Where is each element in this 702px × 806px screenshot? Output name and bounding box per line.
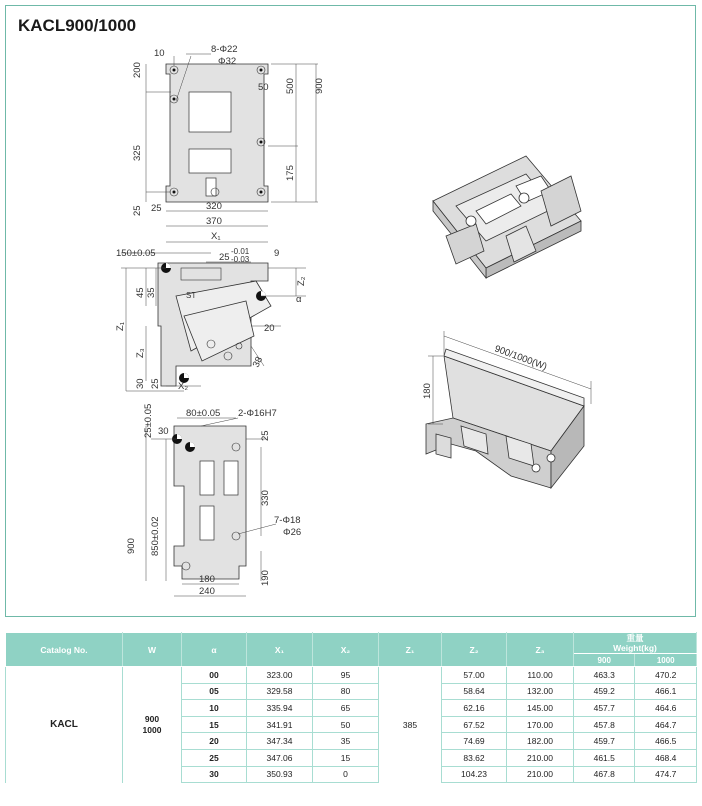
dim-top-25a: 25 bbox=[132, 205, 143, 216]
dim-side-alpha: α bbox=[296, 294, 302, 305]
cell-x2: 65 bbox=[313, 700, 379, 717]
header-w: W bbox=[123, 633, 182, 667]
cell-z3: 182.00 bbox=[507, 733, 574, 750]
cell-weight-900: 457.7 bbox=[574, 700, 635, 717]
iso-label-height: 180 bbox=[422, 383, 433, 399]
dim-side-20: 20 bbox=[264, 323, 275, 334]
cell-z1: 385 bbox=[379, 667, 442, 783]
dim-top-50: 50 bbox=[258, 82, 269, 93]
cell-x2: 15 bbox=[313, 749, 379, 766]
dim-bottom-30: 30 bbox=[158, 426, 169, 437]
dim-side-25b: 25 bbox=[150, 378, 161, 389]
header-z3: Z₃ bbox=[507, 633, 574, 667]
cell-z2: 104.23 bbox=[442, 766, 507, 783]
dim-top-320: 320 bbox=[206, 201, 222, 212]
dim-bottom-25: 25±0.05 bbox=[143, 403, 154, 438]
cell-z3: 132.00 bbox=[507, 683, 574, 700]
cell-z2: 62.16 bbox=[442, 700, 507, 717]
dim-side-z2: Z₂ bbox=[296, 276, 307, 286]
dim-top-175: 175 bbox=[285, 165, 296, 181]
dim-side-45: 45 bbox=[135, 287, 146, 298]
cell-alpha: 25 bbox=[182, 749, 247, 766]
cell-x2: 50 bbox=[313, 716, 379, 733]
header-x2: X₂ bbox=[313, 633, 379, 667]
dim-bottom-240: 240 bbox=[199, 586, 215, 597]
dim-bottom-850: 850±0.02 bbox=[150, 516, 161, 556]
dim-side-9: 9 bbox=[274, 248, 280, 259]
cell-weight-900: 457.8 bbox=[574, 716, 635, 733]
cell-z2: 57.00 bbox=[442, 667, 507, 684]
cell-z2: 83.62 bbox=[442, 749, 507, 766]
dim-top-370: 370 bbox=[206, 216, 222, 227]
cell-w-line1: 900 bbox=[144, 713, 160, 724]
cell-z2: 58.64 bbox=[442, 683, 507, 700]
isometric-view-top bbox=[433, 156, 581, 278]
cell-z3: 145.00 bbox=[507, 700, 574, 717]
cell-z2: 74.69 bbox=[442, 733, 507, 750]
header-z1: Z₁ bbox=[379, 633, 442, 667]
dim-bottom-180: 180 bbox=[199, 574, 215, 585]
dim-bottom-330: 330 bbox=[260, 490, 271, 506]
dim-top-200: 200 bbox=[132, 62, 143, 78]
cell-weight-1000: 464.7 bbox=[635, 716, 697, 733]
dim-bottom-phi26: Φ26 bbox=[283, 527, 302, 538]
header-weight-en: Weight(kg) bbox=[613, 643, 657, 653]
table-row bbox=[6, 667, 697, 684]
cell-z3: 110.00 bbox=[507, 667, 574, 684]
cell-alpha: 10 bbox=[182, 700, 247, 717]
cell-weight-900: 461.5 bbox=[574, 749, 635, 766]
dim-top-25b: 25 bbox=[151, 203, 162, 214]
iso-label-width: 900/1000(W) bbox=[492, 343, 549, 373]
product-title: KACL900/1000 bbox=[18, 16, 137, 35]
cell-w-line2: 1000 bbox=[142, 724, 162, 735]
cell-weight-900: 467.8 bbox=[574, 766, 635, 783]
dim-side-tol-upper: -0.01 bbox=[231, 247, 250, 256]
dim-side-38: 38 bbox=[250, 355, 266, 370]
dim-side-x1: X₁ bbox=[211, 231, 221, 242]
header-weight-900: 900 bbox=[574, 654, 635, 667]
top-view-drawing bbox=[6, 6, 697, 618]
cell-x1: 335.94 bbox=[247, 700, 313, 717]
header-x1: X₁ bbox=[247, 633, 313, 667]
cell-z3: 210.00 bbox=[507, 749, 574, 766]
dim-side-30: 30 bbox=[135, 378, 146, 389]
dim-top-phi32: Φ32 bbox=[218, 56, 237, 67]
cell-z3: 170.00 bbox=[507, 716, 574, 733]
cell-x1: 341.91 bbox=[247, 716, 313, 733]
cell-weight-1000: 464.6 bbox=[635, 700, 697, 717]
header-weight-cn: 重量 bbox=[626, 633, 644, 643]
cell-alpha: 20 bbox=[182, 733, 247, 750]
cell-x1: 347.34 bbox=[247, 733, 313, 750]
dim-side-x2: X₂ bbox=[178, 381, 189, 392]
dim-top-10: 10 bbox=[154, 48, 165, 59]
dim-side-z1: Z₁ bbox=[115, 321, 126, 331]
dim-bottom-2-phi16: 2-Φ16H7 bbox=[238, 408, 277, 419]
cell-weight-900: 459.7 bbox=[574, 733, 635, 750]
dim-side-150: 150±0.05 bbox=[116, 248, 156, 259]
dim-side-35: 35 bbox=[146, 287, 157, 298]
dim-side-tol-lower: -0.03 bbox=[231, 255, 250, 264]
cell-z3: 210.00 bbox=[507, 766, 574, 783]
dim-side-z3: Z₃ bbox=[135, 348, 146, 358]
cell-weight-1000: 474.7 bbox=[635, 766, 697, 783]
dim-top-325: 325 bbox=[132, 145, 143, 161]
dim-bottom-900: 900 bbox=[126, 538, 137, 554]
cell-x1: 347.06 bbox=[247, 749, 313, 766]
cell-x2: 80 bbox=[313, 683, 379, 700]
cell-weight-1000: 466.1 bbox=[635, 683, 697, 700]
dim-bottom-7-phi18: 7-Φ18 bbox=[274, 515, 301, 526]
header-weight bbox=[574, 633, 697, 654]
cell-alpha: 05 bbox=[182, 683, 247, 700]
cell-x2: 0 bbox=[313, 766, 379, 783]
dim-top-500: 500 bbox=[285, 78, 296, 94]
cell-alpha: 30 bbox=[182, 766, 247, 783]
dim-top-900: 900 bbox=[314, 78, 325, 94]
cell-w bbox=[123, 667, 182, 783]
header-alpha: α bbox=[182, 633, 247, 667]
cell-alpha: 15 bbox=[182, 716, 247, 733]
dim-top-8-phi22: 8-Φ22 bbox=[211, 44, 238, 55]
dim-bottom-25b: 25 bbox=[260, 430, 271, 441]
cell-weight-900: 459.2 bbox=[574, 683, 635, 700]
cell-weight-1000: 466.5 bbox=[635, 733, 697, 750]
cell-x2: 95 bbox=[313, 667, 379, 684]
cell-weight-1000: 468.4 bbox=[635, 749, 697, 766]
dim-bottom-80: 80±0.05 bbox=[186, 408, 221, 419]
dim-bottom-190: 190 bbox=[260, 570, 271, 586]
dim-side-st: ST bbox=[186, 291, 197, 300]
spec-table bbox=[5, 632, 697, 783]
cell-x1: 329.58 bbox=[247, 683, 313, 700]
cell-x2: 35 bbox=[313, 733, 379, 750]
drawing-panel bbox=[5, 5, 696, 617]
isometric-view-bottom bbox=[426, 349, 584, 488]
cell-alpha: 00 bbox=[182, 667, 247, 684]
cell-catalog: KACL bbox=[6, 667, 123, 783]
header-weight-1000: 1000 bbox=[635, 654, 697, 667]
cell-x1: 350.93 bbox=[247, 766, 313, 783]
cell-z2: 67.52 bbox=[442, 716, 507, 733]
header-catalog: Catalog No. bbox=[6, 633, 123, 667]
cell-weight-1000: 470.2 bbox=[635, 667, 697, 684]
cell-x1: 323.00 bbox=[247, 667, 313, 684]
header-z2: Z₂ bbox=[442, 633, 507, 667]
dim-side-25: 25 bbox=[219, 252, 230, 263]
cell-weight-900: 463.3 bbox=[574, 667, 635, 684]
